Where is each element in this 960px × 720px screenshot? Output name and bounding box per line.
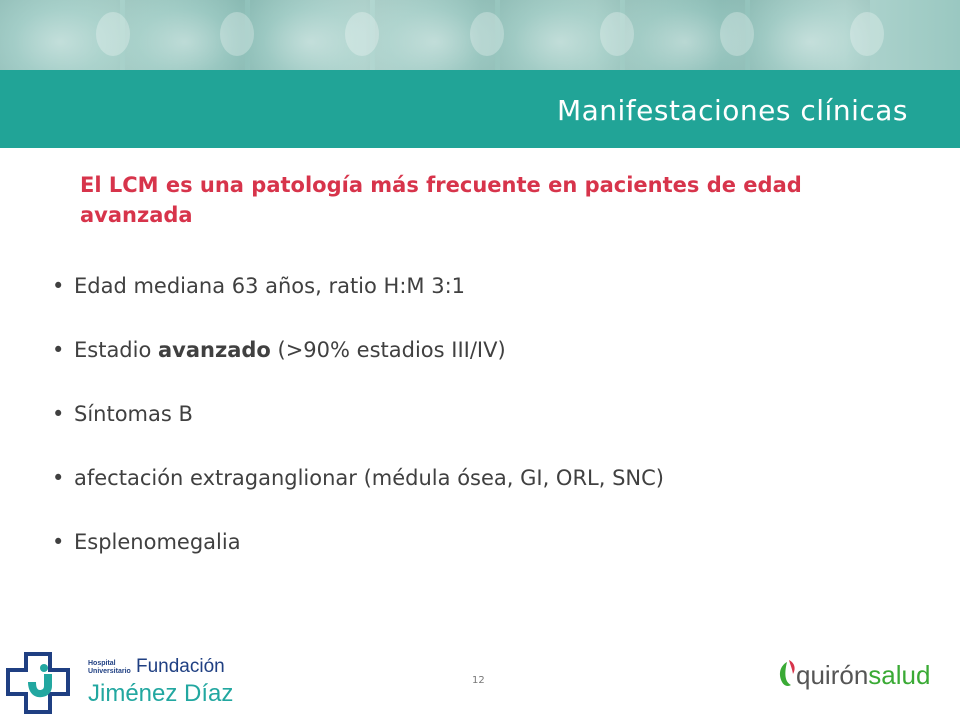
bullet-text: Síntomas B [74, 402, 193, 426]
quiron-text: quirón [796, 660, 869, 690]
fjd-small-text [88, 660, 131, 676]
salud-text: salud [868, 660, 931, 690]
bullet-item [52, 530, 664, 594]
bullet-dot: • [52, 530, 65, 554]
bullet-text-pre: Estadio [74, 338, 158, 362]
fjd-universitario: Universitario [88, 668, 131, 675]
bullet-dot: • [52, 338, 65, 362]
header-photo-face [850, 12, 884, 56]
bullet-dot: • [52, 274, 65, 298]
fjd-fundacion: Fundación [136, 656, 225, 677]
fundacion-jimenez-diaz-logo [6, 652, 256, 716]
fjd-hospital: Hospital [88, 660, 116, 667]
bullet-item [52, 402, 664, 466]
title-band [0, 70, 960, 148]
bullet-text-post: (>90% estadios III/IV) [270, 338, 506, 362]
slide-title: Manifestaciones clínicas [556, 94, 908, 127]
header-photo-face [720, 12, 754, 56]
quironsalud-wordmark [796, 660, 930, 691]
bullet-text-bold: avanzado [158, 338, 271, 362]
bullet-dot: • [52, 466, 65, 490]
header-photo-strip [0, 0, 960, 70]
header-photo-face [470, 12, 504, 56]
bullet-dot: • [52, 402, 65, 426]
bullet-text: Esplenomegalia [74, 530, 241, 554]
bullet-item [52, 466, 664, 530]
bullet-list [52, 274, 664, 594]
quironsalud-leaf-icon [776, 658, 798, 688]
bullet-text: afectación extraganglionar (médula ósea, GI, ORL, SNC) [74, 466, 664, 490]
bullet-text: Edad mediana 63 años, ratio H:M 3:1 [74, 274, 466, 298]
header-photo-face [345, 12, 379, 56]
page-number: 12 [472, 675, 485, 686]
hospital-cross-icon [6, 652, 72, 714]
bullet-item [52, 338, 664, 402]
slide-subtitle: El LCM es una patología más frecuente en pacientes de edad avanzada [80, 173, 802, 227]
fjd-name: Jiménez Díaz [88, 680, 234, 707]
header-photo-face [220, 12, 254, 56]
quironsalud-logo [776, 656, 946, 696]
bullet-item [52, 274, 664, 338]
